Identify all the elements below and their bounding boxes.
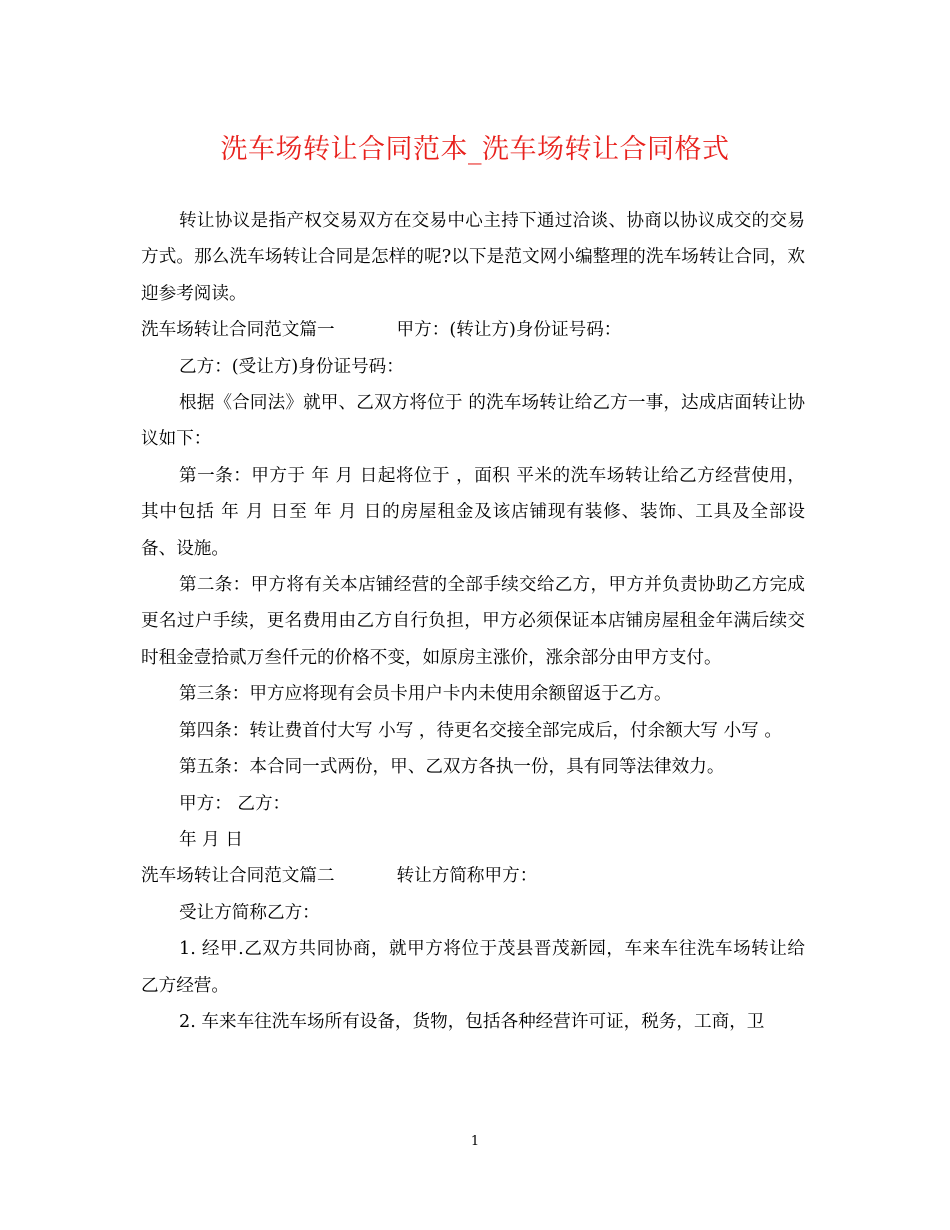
clause-two: 2. 车来车往洗车场所有设备，货物，包括各种经营许可证，税务，工商，卫 [179,1011,765,1032]
page-number: 1 [470,1134,480,1149]
section-two-line [141,858,805,894]
article-one: 第一条：甲方于 年 月 日起将位于 ，面积 平米的洗车场转让给乙方经营使用，其中包括 年 月 日至 年 月 日的房屋租金及该店铺现有装修、装饰、工具及全部设备、设施。 [141,465,805,559]
section-two-heading: 洗车场转让合同范文篇二 [141,866,335,887]
section-two-party-b: 受让方简称乙方： [179,902,320,923]
article-three: 第三条：甲方应将现有会员卡用户卡内未使用余额留返于乙方。 [179,684,672,705]
basis-paragraph: 根据《合同法》就甲、乙双方将位于 的洗车场转让给乙方一事，达成店面转让协议如下： [141,393,805,450]
intro-paragraph: 转让协议是指产权交易双方在交易中心主持下通过洽谈、协商以协议成交的交易方式。那么洗车场转让合同是怎样的呢?以下是范文网小编整理的洗车场转让合同，欢迎参考阅读。 [141,211,805,304]
clause-one: 1. 经甲.乙双方共同协商，就甲方将位于茂县晋茂新园，车来车往洗车场转让给乙方经营。 [141,939,805,996]
section-one-heading: 洗车场转让合同范文篇一 [141,320,335,341]
date-line: 年 月 日 [179,829,243,850]
article-five: 第五条：本合同一式两份，甲、乙双方各执一份，具有同等法律效力。 [179,757,725,778]
party-b-line: 乙方：(受让方)身份证号码： [179,356,404,377]
section-two-party-a: 转让方简称甲方： [396,866,538,887]
document-body [141,203,805,1040]
article-two: 第二条：甲方将有关本店铺经营的全部手续交给乙方，甲方并负责协助乙方完成更名过户手续，更名费用由乙方自行负担，甲方必须保证本店铺房屋租金年满后续交时租金壹拾贰万叁仟元的价格不变，如原房主涨价，涨余部分由甲方支付。 [141,575,805,668]
article-four: 第四条：转让费首付大写 小写 ，待更名交接全部完成后，付余额大写 小写 。 [179,720,782,741]
section-one-line [141,312,805,348]
section-one-party-a: 甲方：(转让方)身份证号码： [396,320,622,341]
signature-line: 甲方： 乙方： [179,793,291,814]
document-title: 洗车场转让合同范本_洗车场转让合同格式 [220,134,730,165]
